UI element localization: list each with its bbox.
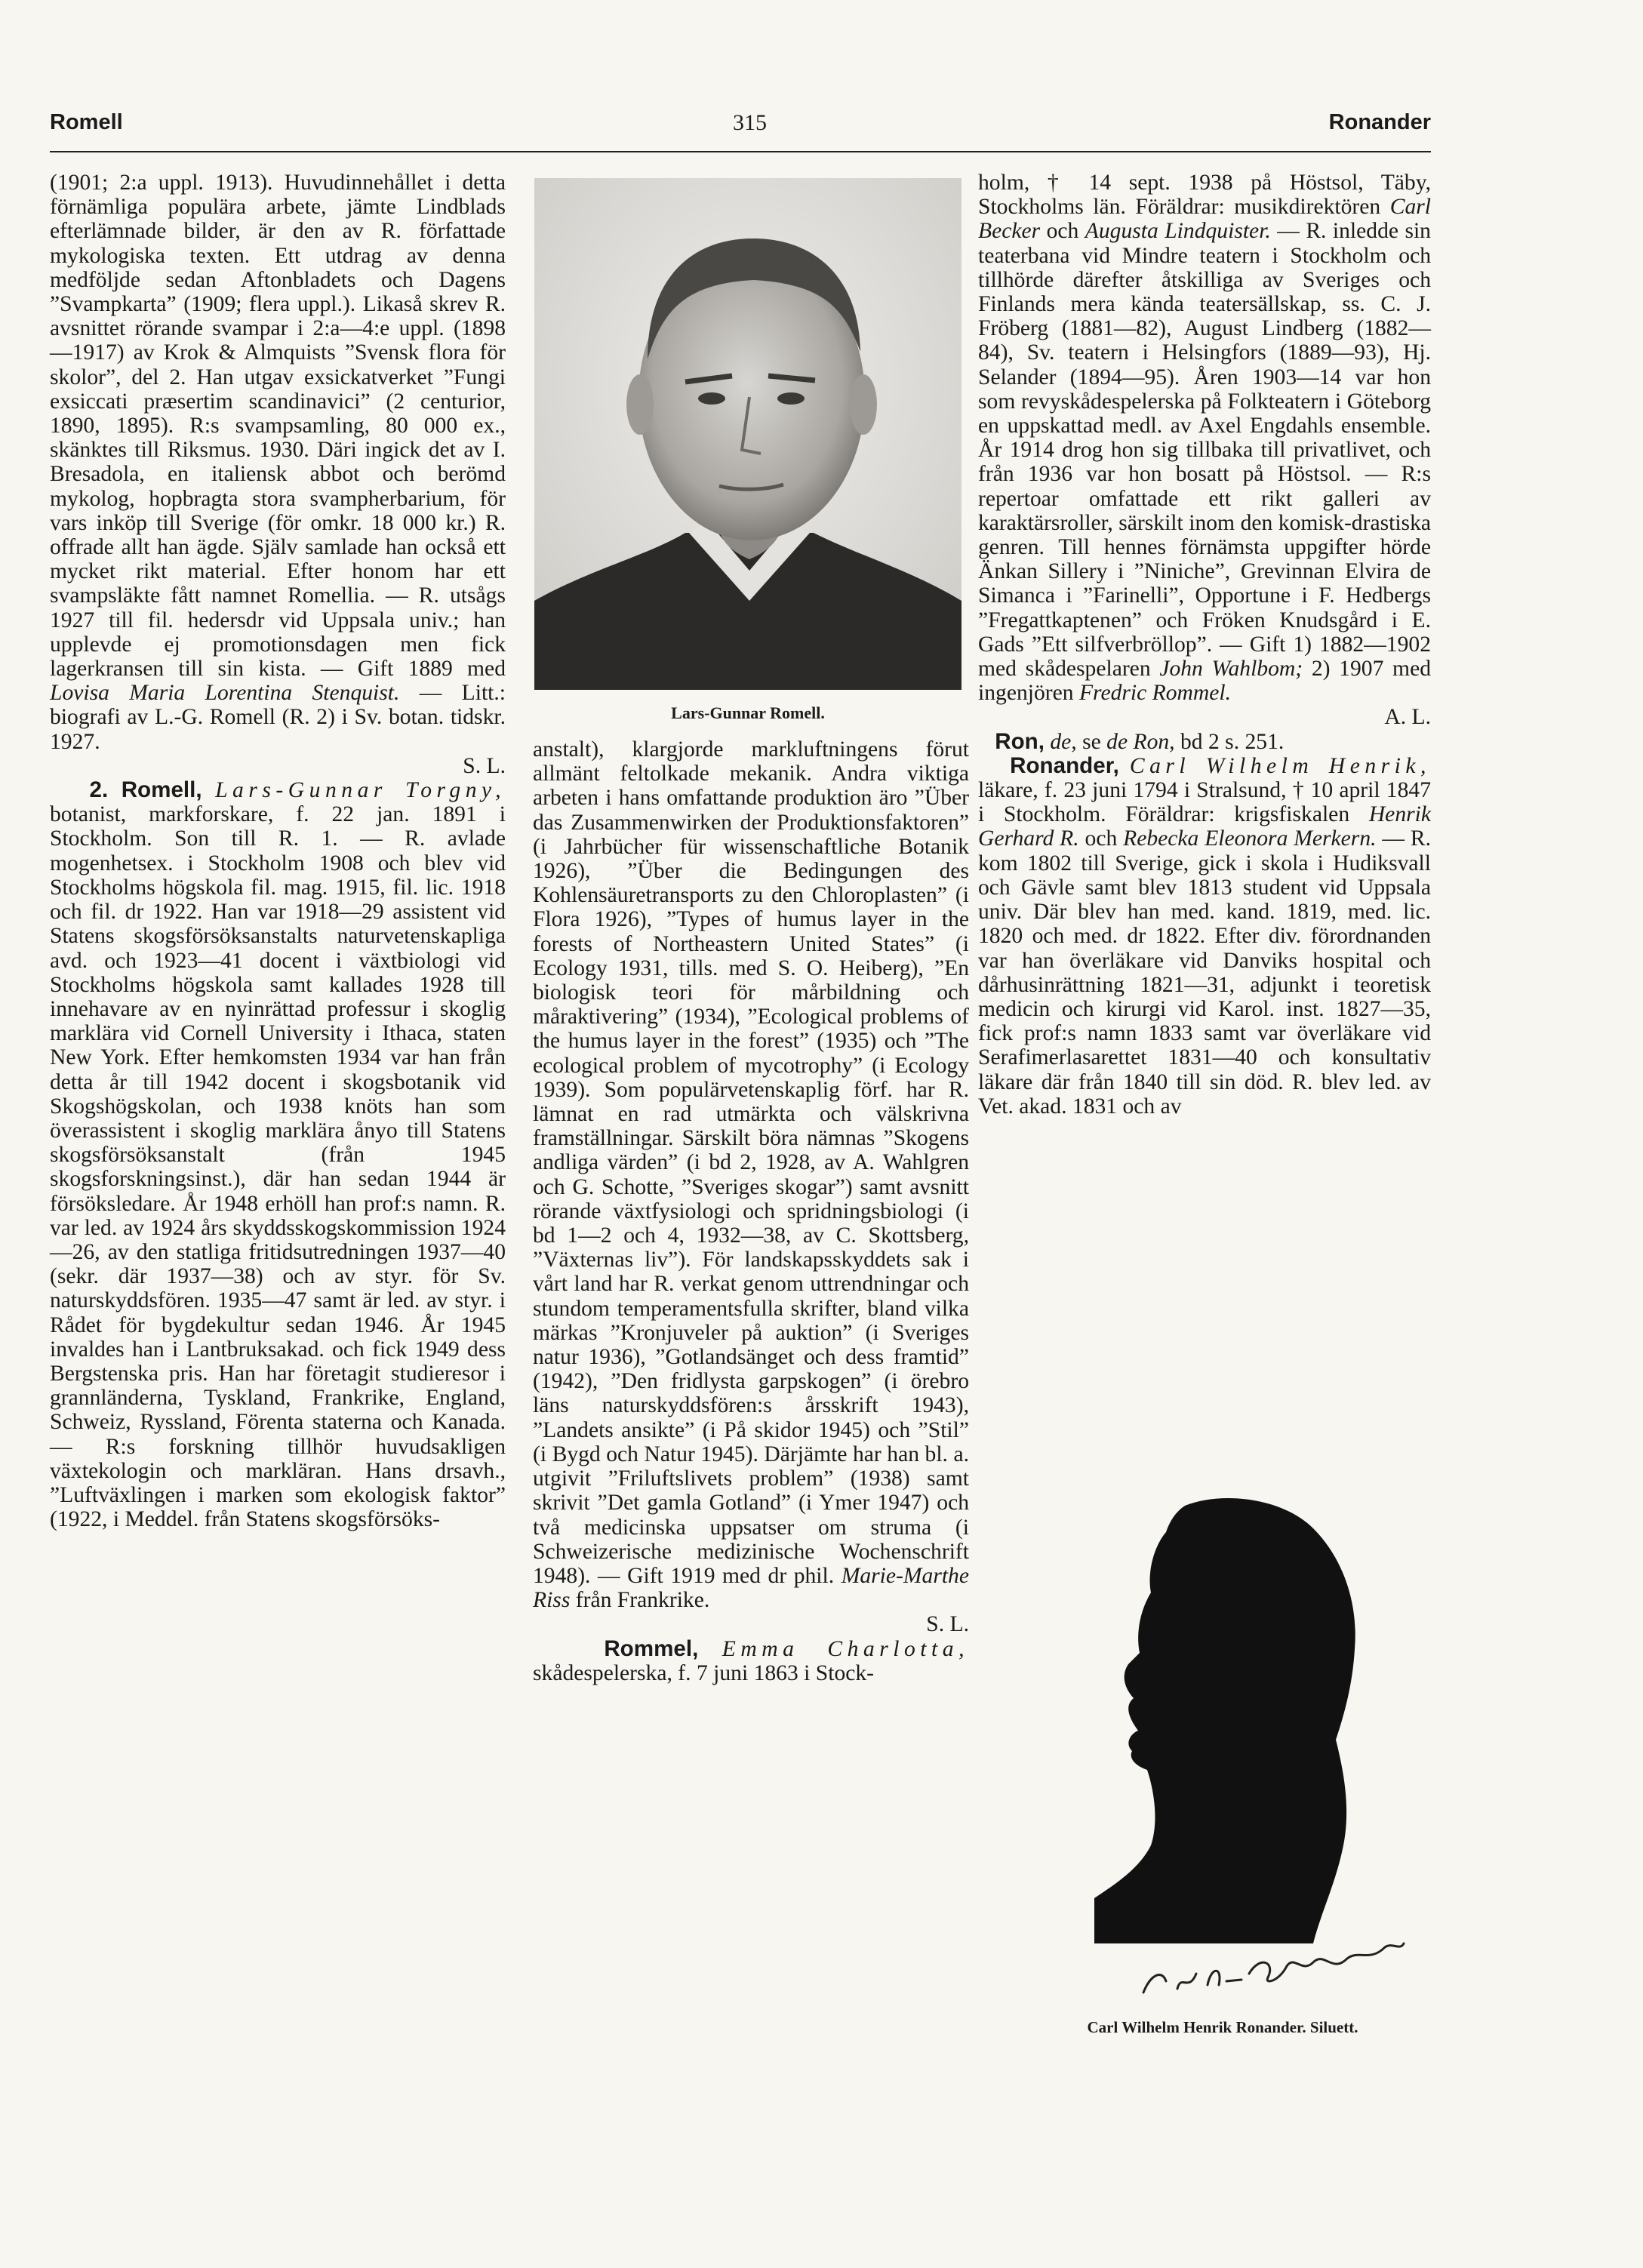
author-signature: S. L.: [463, 753, 506, 778]
column-1: [50, 171, 506, 1531]
portrait-illustration: [534, 178, 961, 690]
entry-text: se: [1082, 729, 1101, 754]
parent-name: Rebecka Eleonora Merkern.: [1123, 826, 1377, 851]
entry-text: — R. inledde sin teaterbana vid Mindre teatern i Stockholm och tillhörde därefter åtskilliga av Sveriges och Finlands mera kända teatersällskap, ss. C. J. Fröberg (1881—82), August Lindberg (1882—84), Sv. teatern i Helsingfors (1889—93), Hj. Selander (1894—95). Åren 1903—14 var hon som revyskådespelerska på Folkteatern i Göteborg en uppskattad medl. av Axel Engdahls ensemble. År 1914 drog hon sig tillbaka till privatlivet, och från 1936 var hon bosatt på Höstsol. — R:s repertoar omfattade ett rikt galleri av karaktärsroller, särskilt inom den komisk-drastiska genren. Till hennes förnämsta uppgifter hörde Änkan Sillery i ”Niniche”, Grevinnan Elvira de Simanca i ”Farinelli”, Opportune i F. Hedbergs ”Fregattkaptenen” och Fröken Knudsgård i E. Gads ”Ett silfverbröllop”. — Gift 1) 1882—1902 med skådespelaren: [978, 219, 1431, 682]
entry-text: (1901; 2:a uppl. 1913). Huvudinnehållet i detta förnämliga populära arbete, jämte Lindblads efterlämnade bilder, är den av R. författade mykologiska texten. Ett utdrag av denna medföljde sedan Aftonbladets och Dagens ”Svampkarta” (1909; flera uppl.). Likaså skrev R. avsnittet rörande svampar i 2:a—4:e uppl. (1898—1917) av Krok & Almquists ”Svensk flora för skolor”, del 2. Han utgav exsickatverket ”Fungi exsiccati præsertim scandinavici” (2 centurior, 1890, 1895). R:s svampsamling, 80 000 ex., skänktes till Riksmus. 1930. Däri ingick det av I. Bresadola, en italiensk abbot och berömd mykolog, hopbragta stora svampherbarium, för vars inköp till Sverige (för omkr. 18 000 kr.) R. offrade allt han ägde. Själv samlade han också ett mycket rikt material. Efter honom har ett svampsläkte fått namnet Romellia. — R. utsågs 1927 till fil. hedersdr vid Uppsala univ.; han upplevde ej promotionsdagen men fick lagerkransen till sin kista. — Gift 1889 med: [50, 171, 506, 682]
signature-illustration: [1136, 1921, 1408, 2004]
running-head: [50, 110, 1431, 148]
entry-ronander: [978, 754, 1431, 1119]
entry-text: — Litt.: biografi av L.-G. Romell (R. 2) i Sv. botan. tidskr. 1927.: [50, 681, 506, 754]
entry-headword: Ron,: [995, 728, 1045, 754]
author-signature: S. L.: [926, 1612, 969, 1637]
entry-text: holm, † 14 sept. 1938 på Höstsol, Täby, Stockholms län. Föräldrar: musikdirektören: [978, 171, 1431, 220]
portrait-caption: Lars-Gunnar Romell.: [671, 703, 825, 722]
entry-ron-cross-reference: [978, 730, 1431, 754]
parent-name: Carl Becker: [978, 195, 1431, 244]
entry-rommel-continuation: [978, 171, 1431, 730]
entry-text: och: [1046, 219, 1079, 244]
entry-headword: Romell,: [121, 777, 202, 803]
entry-text: och: [1085, 826, 1118, 851]
column-2: [533, 737, 969, 1685]
author-signature: A. L.: [1384, 705, 1431, 730]
entry-text: — R. kom 1802 till Sverige, gick i skola i Hudiksvall och Gävle samt blev 1813 student vid Uppsala univ. Där blev han med. kand. 1819, med. lic. 1820 och med. dr 1822. Efter div. förordnanden var han överläkare vid Danviks hospital och dårhusinrättning 1821—31, adjunkt i teoretisk medicin och kirurgi vid Karol. inst. 1827—35, fick prof:s namn 1833 samt var överläkare vid Serafimerlasarettet 1831—40 och konsultativ läkare där från 1840 till sin död. R. blev led. av Vet. akad. 1831 och av: [978, 826, 1431, 1119]
parent-name: Henrik Gerhard R.: [978, 802, 1431, 851]
cross-reference: de Ron,: [1106, 729, 1175, 754]
entry-text: läkare, f. 23 juni 1794 i Stralsund, † 10 april 1847 i Stockholm. Föräldrar: krigsfiskalen: [978, 778, 1431, 827]
page-number: 315: [733, 110, 767, 135]
entry-text: botanist, markforskare, f. 22 jan. 1891 i Stockholm. Son till R. 1. — R. avlade mogenhetsex. i Stockholm 1908 och blev vid Stockholms högskola fil. mag. 1915, fil. lic. 1918 och fil. dr 1922. Han var 1918—29 assistent vid Statens skogsförsöksanstalts naturvetenskapliga avd. och 1923—41 docent i växtbiologi vid Stockholms högskola samt kallades 1928 till innehavare av en nyinrättad professur i skoglig marklära vid Cornell University i Ithaca, staten New York. Efter hemkomsten 1934 var han från detta år till 1942 docent i skogsbotanik vid Skogshögskolan, och 1938 knöts han som överassistent i skoglig marklära ånyo till Statens skogsförsöksanstalt (från 1945 skogsforskningsinst.), där han sedan 1944 är försöksledare. År 1948 erhöll han prof:s namn. R. var led. av 1924 års skyddsskogskommission 1924—26, av den statliga fritidsutredningen 1937—40 (sekr. där 1937—38) och av styr. för Sv. naturskyddsfören. 1935—47 samt är led. av styr. i Rådet för bygdekultur sedan 1946. År 1945 invaldes han i Lantbruksakad. och fick 1949 dess Bergstenska pris. Han har företagit studieresor i grannländerna, Tyskland, Frankrike, England, Schweiz, Ryssland, Förenta staterna och Kanada. — R:s forskning tillhör huvudsakligen växtekologin och markläran. Hans drsavh., ”Luftväxlingen i marken som ekologisk faktor” (1922, i Meddel. från Statens skogsförsöks-: [50, 802, 506, 1532]
silhouette-caption: Carl Wilhelm Henrik Ronander. Siluett.: [1087, 2018, 1358, 2036]
entry-given-names: Emma Charlotta,: [722, 1636, 969, 1661]
entry-text: bd 2 s. 251.: [1180, 729, 1285, 754]
entry-rommel: [533, 1637, 969, 1685]
entry-text: 2) 1907 med ingenjören: [978, 657, 1432, 706]
entry-romell-1-continuation: [50, 171, 506, 778]
entry-headword: Rommel,: [604, 1636, 699, 1661]
entry-number: 2.: [89, 777, 109, 803]
entry-text: skådespelerska, f. 7 juni 1863 i Stock-: [533, 1660, 875, 1685]
handwritten-signature: [1136, 1921, 1408, 2004]
spouse-name: Lovisa Maria Lorentina Stenquist.: [50, 681, 400, 706]
entry-text: från Frankrike.: [575, 1588, 710, 1613]
entry-headword: Ronander,: [1010, 752, 1119, 778]
entry-given-names: Carl Wilhelm Henrik,: [1129, 753, 1431, 778]
spouse-name: John Wahlbom;: [1159, 657, 1303, 682]
entry-romell-2-continuation: [533, 737, 969, 1637]
column-3: [978, 171, 1431, 1119]
parent-name: Augusta Lindquister.: [1085, 219, 1271, 244]
header-right-keyword: Ronander: [1328, 110, 1431, 134]
spouse-name: Fredric Rommel.: [1078, 681, 1232, 706]
entry-given-names: Lars-Gunnar Torgny,: [215, 778, 506, 803]
entry-romell-2: [50, 778, 506, 1531]
header-left-keyword: Romell: [50, 110, 123, 134]
portrait-photo-lars-gunnar-romell: [534, 178, 961, 690]
entry-particle: de,: [1050, 729, 1077, 754]
header-rule: [50, 151, 1431, 152]
entry-text: anstalt), klargjorde markluftningens förut allmänt feltolkade mekanik. Andra viktiga arbeten i hans omfattande produktion äro ”Über das Zusammenwirken der Produktionsfaktoren” (i Jahrbücher für wissenschaftliche Botanik 1926), ”Über die Bedingungen des Kohlensäuretransports zu den Chloroplasten” (i Flora 1926), ”Types of humus layer in the forests of Northeastern United States” (i Ecology 1931, tills. med S. O. Heiberg), ”En biologisk teori för mårbildning och måraktivering” (1934), ”Ecological problems of the humus layer in the forest” (1935) och ”The ecological problem of mycotrophy” (i Ecology 1939). Som populärvetenskaplig förf. har R. lämnat en rad utmärkta och välskrivna framställningar. Särskilt böra nämnas ”Skogens andliga värden” (i bd 2, 1928, av A. Wahlgren och G. Schotte, ”Sveriges skogar”) samt avsnitt rörande växtfysiologi och spridningsbiologi (i bd 1—2 och 4, 1932—38, av C. Skottsberg, ”Växternas liv”). För landskapsskyddets sak i vårt land har R. verkat genom uttrendningar och stundom temperamentsfulla skrifter, bland vilka märkas ”Kronjuveler på auktion” (i Sveriges natur 1936), ”Gotlandsänget och dess framtid” (1942), ”Den fridlysta garpskogen” (i örebro läns naturskyddsfören:s årsskrift 1943), ”Landets ansikte” (i På skidor 1945) och ”Stil” (i Bygd och Natur 1945). Därjämte har han bl. a. utgivit ”Friluftslivets problem” (1938) samt skrivit ”Det gamla Gotland” (i Ymer 1947) och två medicinska uppsatser om struma (i Schweizerische medizinische Wochenschrift 1948). — Gift 1919 med dr phil.: [533, 737, 969, 1588]
spouse-name: Marie-Marthe Riss: [533, 1563, 969, 1613]
